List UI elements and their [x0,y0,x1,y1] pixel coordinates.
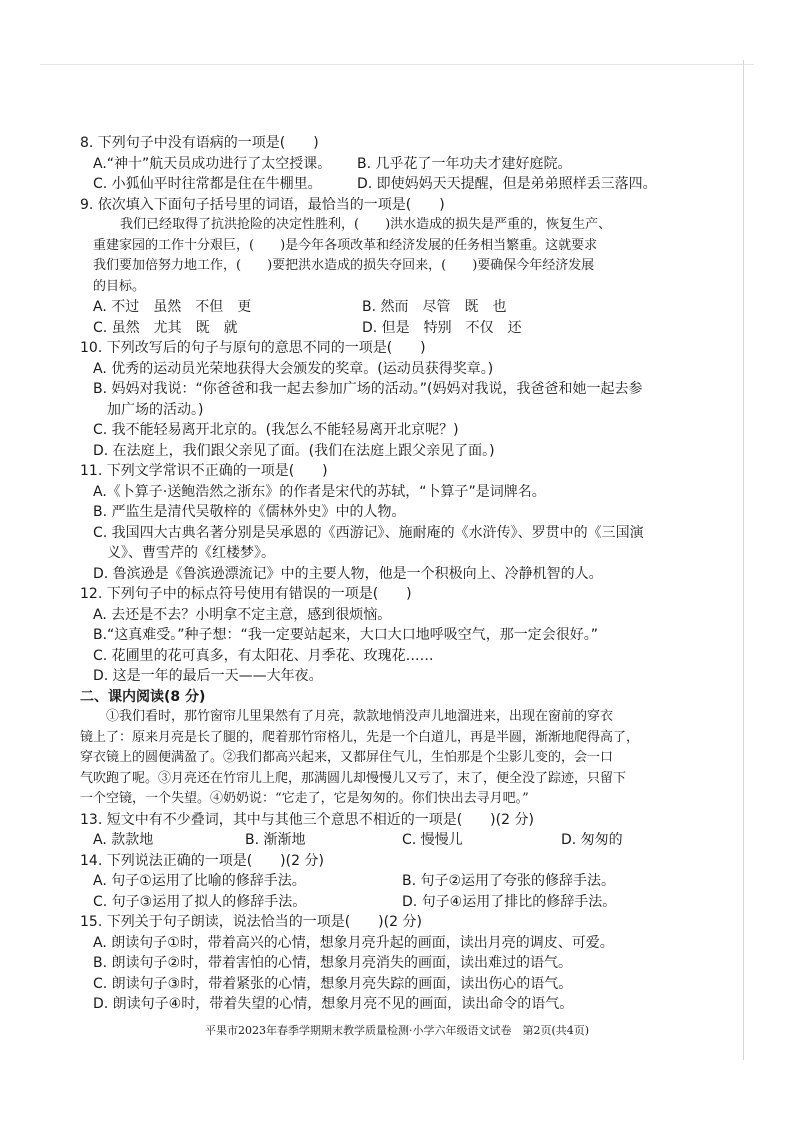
scan-edge-right [743,60,744,1060]
option-c: C. 朗读句子③时，带着紧张的心情，想象月亮失踪的画面，读出伤心的语气。 [93,975,573,992]
question-stem: 14. 下列说法正确的一项是( )(2 分) [80,852,324,869]
page-footer: 平果市2023年春季学期期末教学质量检测·小学六年级语文试卷 第2页(共4页) [204,1024,590,1037]
option-c: C. 小狐仙平时往常都是住在牛棚里。 [93,176,322,192]
scan-edge-top [40,64,754,65]
option-c: C. 花圃里的花可真多，有太阳花、月季花、玫瑰花…… [93,647,434,664]
section-title: 二、课内阅读(8 分) [80,688,206,705]
option-a: A. 优秀的运动员光荣地获得大会颁发的奖章。(运动员获得奖章。) [93,360,494,377]
question-stem: 12. 下列句子中的标点符号使用有错误的一项是( ) [80,586,412,602]
option-b: B. 句子②运用了夸张的修辞手法。 [402,873,616,889]
option-d: D. 即使妈妈天天提醒，但是弟弟照样丢三落四。 [357,176,657,192]
option-d: D. 朗读句子④时，带着失望的心情，想象月亮不见的画面，读出命令的语气。 [93,996,574,1012]
option-a: A. 句子①运用了比喻的修辞手法。 [93,873,306,889]
question-stem: 11. 下列文学常识不正确的一项是( ) [80,463,328,479]
question-passage [80,215,720,297]
option-a: A. 朗读句子①时，带着高兴的心情，想象月亮升起的画面，读出月亮的调皮、可爱。 [93,934,614,951]
option-c: C. 我国四大古典名著分别是吴承恩的《西游记》、施耐庵的《水浒传》、罗贯中的《三国演 [93,524,644,541]
passage-line: 我们已经取得了抗洪抢险的决定性胜利，( )洪水造成的损失是严重的，恢复生产、 [120,217,612,232]
option-a: A.《卜算子·送鲍浩然之浙东》的作者是宋代的苏轼，“卜算子”是词牌名。 [93,483,546,500]
question-9 [80,195,720,339]
passage-line: 重建家园的工作十分艰巨，( )是今年各项改革和经济发展的任务相当繁重。这就要求 [93,237,598,253]
option-a: A. 去还是不去？小明拿不定主意，感到很烦恼。 [93,606,392,623]
option-d: D. 匆匆的 [561,832,623,848]
passage-line: 穿衣镜上的圆便满盈了。②我们都高兴起来，又都屏住气儿，生怕那是个尘影儿变的，会一口 [80,750,614,765]
page-content [80,133,720,1015]
option-a: A.“神十”航天员成功进行了太空授课。 [93,155,332,172]
question-8 [80,133,720,195]
options-row [80,154,720,175]
option-b: B. 严监生是清代吴敬梓的《儒林外史》中的人物。 [93,504,406,520]
option-b-cont: 加广场的活动。) [107,401,204,418]
question-15 [80,912,720,1015]
option-c: C. 慢慢儿 [402,832,463,848]
options-row [80,297,720,318]
option-d: D. 鲁滨逊是《鲁滨逊漂流记》中的主要人物，他是一个积极向上、冷静机智的人。 [93,565,603,582]
option-a: A. 不过 虽然 不但 更 [93,299,252,315]
option-b: B. 几乎花了一年功夫才建好庭院。 [357,155,572,172]
question-stem: 13. 短文中有不少叠词，其中与其他三个意思不相近的一项是( )(2 分) [80,811,534,828]
option-c: C. 我不能轻易离开北京的。(我怎么不能轻易离开北京呢？) [93,422,459,438]
option-b: B.“这真难受。”种子想：“我一定要站起来，大口大口地呼吸空气，那一定会很好。” [93,627,599,643]
options-row [80,871,720,892]
question-10 [80,338,720,461]
option-d: D. 在法庭上，我们跟父亲见了面。(我们在法庭上跟父亲见了面。) [93,442,495,459]
passage-line: 的目标。 [93,278,146,294]
question-stem: 10. 下列改写后的句子与原句的意思不同的一项是( ) [80,340,426,356]
question-12 [80,584,720,687]
reading-passage [80,707,720,810]
option-c: C. 句子③运用了拟人的修辞手法。 [93,893,307,910]
option-c-cont: 义》、曹雪芹的《红楼梦》。 [107,545,275,561]
options-row [80,174,720,195]
option-d: D. 句子④运用了排比的修辞手法。 [402,893,617,910]
options-row [80,318,720,339]
option-b: B. 朗读句子②时，带着害怕的心情，想象月亮消失的画面，读出难过的语气。 [93,955,573,971]
option-c: C. 虽然 尤其 既 就 [93,319,238,336]
passage-line: 一个空镜，一个失望。④奶奶说：“它走了，它是匆匆的。你们快出去寻月吧。” [80,791,529,806]
option-b: B. 然而 尽管 既 也 [362,299,507,315]
option-b: B. 妈妈对我说：“你爸爸和我一起去参加广场的活动。”(妈妈对我说，我爸爸和她一起去参 [93,381,643,397]
options-row [80,892,720,913]
question-stem: 15. 下列关于句子朗读，说法恰当的一项是( )(2 分) [80,914,422,930]
option-d: D. 这是一年的最后一天——大年夜。 [93,668,323,684]
option-a: A. 款款地 [93,832,154,848]
option-b: B. 渐渐地 [245,832,306,848]
passage-line: 气吹跑了呢。③月亮还在竹帘儿上爬，那满圆儿却慢慢儿又亏了，末了，便全没了踪迹，只留下 [80,770,627,786]
question-11 [80,461,720,584]
question-13 [80,810,720,851]
options-row [80,830,720,851]
question-stem: 9. 依次填入下面句子括号里的词语，最恰当的一项是( ) [80,196,445,213]
option-d: D. 但是 特别 不仅 还 [362,319,522,336]
question-14 [80,851,720,913]
passage-line: ①我们看时，那竹窗帘儿里果然有了月亮，款款地悄没声儿地溜进来，出现在窗前的穿衣 [106,709,614,724]
question-stem: 8. 下列句子中没有语病的一项是( ) [80,135,319,151]
passage-line: 我们要加倍努力地工作，( )要把洪水造成的损失夺回来，( )要确保今年经济发展 [93,258,595,273]
passage-line: 镜上了：原来月亮是长了腿的，爬着那竹帘格儿，先是一个白道儿，再是半圆，渐渐地爬得高了， [80,729,640,745]
